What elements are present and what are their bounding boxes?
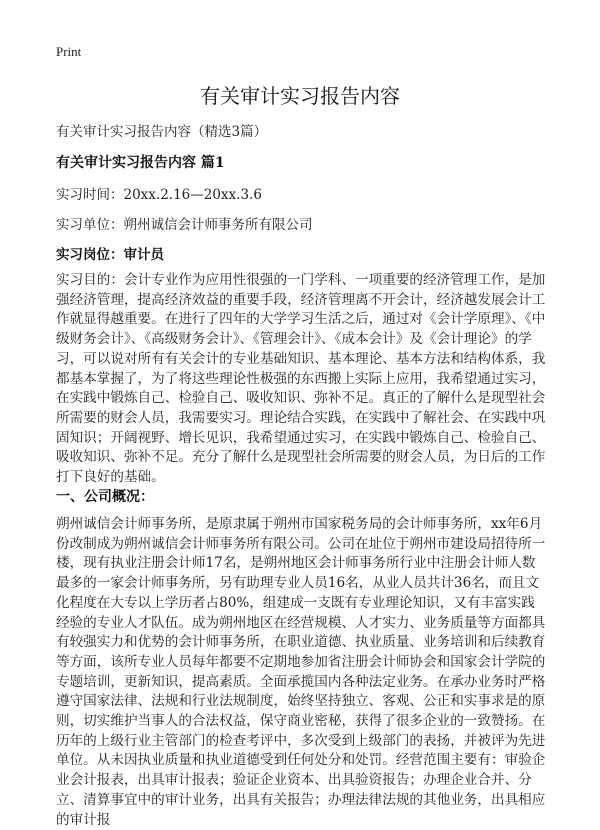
internship-post bbox=[56, 243, 164, 263]
print-link[interactable]: Print bbox=[56, 44, 82, 59]
document-title: 有关审计实习报告内容 bbox=[200, 84, 400, 108]
company-overview-paragraph: 朔州诚信会计师事务所，是原隶属于朔州市国家税务局的会计师事务所，xx年6月份改制成为朔州诚信会计师事务所有限公司。公司在址位于朔州市建设局招待所一楼，现有执业注册会计师17名，是朔州地区会计师事务所行业中注册会计师人数最多的一家会计师事务所，另有助理专业人员16名，从业人员共计36名，而且文化程度在大专以上学历者占80%，组建成一支既有专业理论知识，又有丰富实践经验的专业人才队伍。成为朔州地区在经营规模、人才实力、业务质量等方面都具有较强实力和优势的会计师事务所，在职业道德、执业质量、业务培训和后续教育等方面，该所专业人员每年都要不定期地参加省注册会计师协会和国家会计学院的专题培训，更新知识，提高素质。全面承揽国内各种法定业务。在承办业务时严格遵守国家法律、法规和行业法规制度，始终坚持独立、客观、公正和实事求是的原则，切实维护当事人的合法权益，保守商业密秘，获得了很多企业的一致赞扬。在历年的上级行业主管部门的检查考评中，多次受到上级部门的表扬，并被评为先进单位。从未因执业质量和执业道德受到任何处分和处罚。经营范围主要有：审验企业会计报表，出具审计报表；验证企业资本、出具验资报告；办理企业合并、分立、清算事宜中的审计业务，出具有关报告；办理法律法规的其他业务，出具相应的审计报 bbox=[56, 516, 546, 828]
internship-post-value: 审计员 bbox=[123, 247, 164, 263]
company-overview-heading: 一、公司概况： bbox=[56, 489, 154, 505]
section-title: 有关审计实习报告内容 篇1 bbox=[56, 155, 225, 171]
internship-time bbox=[56, 183, 262, 203]
internship-unit-value: 朔州诚信会计师事务所有限公司 bbox=[123, 217, 313, 233]
purpose-paragraph: 实习目的：会计专业作为应用性很强的一门学科、一项重要的经济管理工作，是加强经济管理，提高经济效益的重要手段，经济管理离不开会计，经济越发展会计工作就显得越重要。在进行了四年的大学学习生活之后，通过对《会计学原理》、《中级财务会计》、《高级财务会计》、《管理会计》、《成本会计》及《会计理论》的学习，可以说对所有有关会计的专业基础知识、基本理论、基本方法和结构体系，我都基本掌握了，为了将这些理论性极强的东西搬上实际上应用，我希望通过实习，在实践中锻炼自己、检验自己、吸收知识、弥补不足。真正的了解什么是现型社会所需要的财会人员，我需要实习。理论结合实践，在实践中了解社会、在实践中巩固知识；开阔视野、增长见识，我希望通过实习，在实践中锻炼自己、检验自己、吸收知识、弥补不足。充分了解什么是现型社会所需要的财会人员，为日后的工作打下良好的基础。 bbox=[56, 272, 546, 486]
internship-time-value: 20xx.2.16—20xx.3.6 bbox=[123, 187, 262, 203]
document-subtitle: 有关审计实习报告内容（精选3篇） bbox=[56, 124, 268, 140]
internship-post-label: 实习岗位： bbox=[56, 247, 124, 263]
internship-time-label: 实习时间： bbox=[56, 187, 124, 203]
internship-unit-label: 实习单位： bbox=[56, 217, 124, 233]
internship-unit bbox=[56, 213, 313, 233]
